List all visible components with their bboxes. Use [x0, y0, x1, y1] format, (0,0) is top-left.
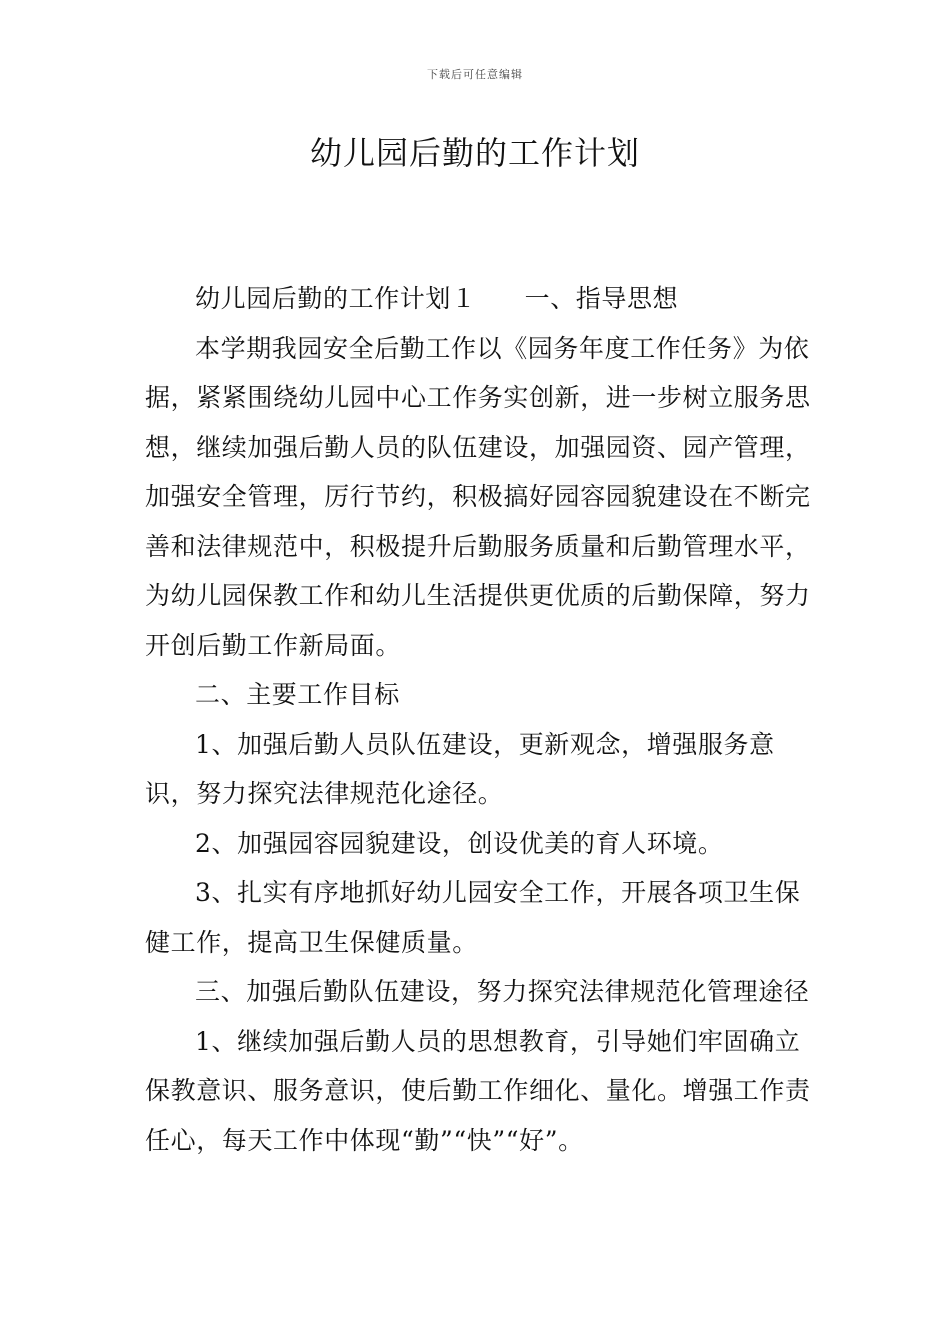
paragraph-goal-2: 2、加强园容园貌建设，创设优美的育人环境。 [195, 828, 724, 858]
document-body [145, 274, 820, 1165]
section-heading-team-building: 三、加强后勤队伍建设，努力探究法律规范化管理途径 [195, 977, 810, 1006]
paragraph-goal-3: 3、扎实有序地抓好幼儿园安全工作，开展各项卫生保健工作，提高卫生保健质量。 [145, 878, 801, 957]
section-heading-guiding-thought: 一、指导思想 [524, 284, 679, 313]
header-note: 下载后可任意编辑 [427, 68, 523, 81]
intro-line [145, 274, 820, 324]
paragraph-goal-1: 1、加强后勤人员队伍建设，更新观念，增强服务意识，努力探究法律规范化途径。 [145, 729, 775, 808]
paragraph-team-1: 1、继续加强后勤人员的思想教育，引导她们牢固确立保教意识、服务意识，使后勤工作细化、量化。增强工作责任心，每天工作中体现“勤”“快”“好”。 [145, 1026, 811, 1155]
document-title: 幼儿园后勤的工作计划 [309, 134, 640, 172]
section-heading-main-goals: 二、主要工作目标 [195, 680, 400, 709]
paragraph-guiding-thought: 本学期我园安全后勤工作以《园务年度工作任务》为依据，紧紧围绕幼儿园中心工作务实创新，进一步树立服务思想，继续加强后勤人员的队伍建设，加强园资、园产管理，加强安全管理，厉行节约，积极搞好园容园貌建设在不断完善和法律规范中，积极提升后勤服务质量和后勤管理水平，为幼儿园保教工作和幼儿生活提供更优质的后勤保障，努力开创后勤工作新局面。 [145, 333, 811, 660]
plan-label: 幼儿园后勤的工作计划１ [195, 284, 477, 313]
